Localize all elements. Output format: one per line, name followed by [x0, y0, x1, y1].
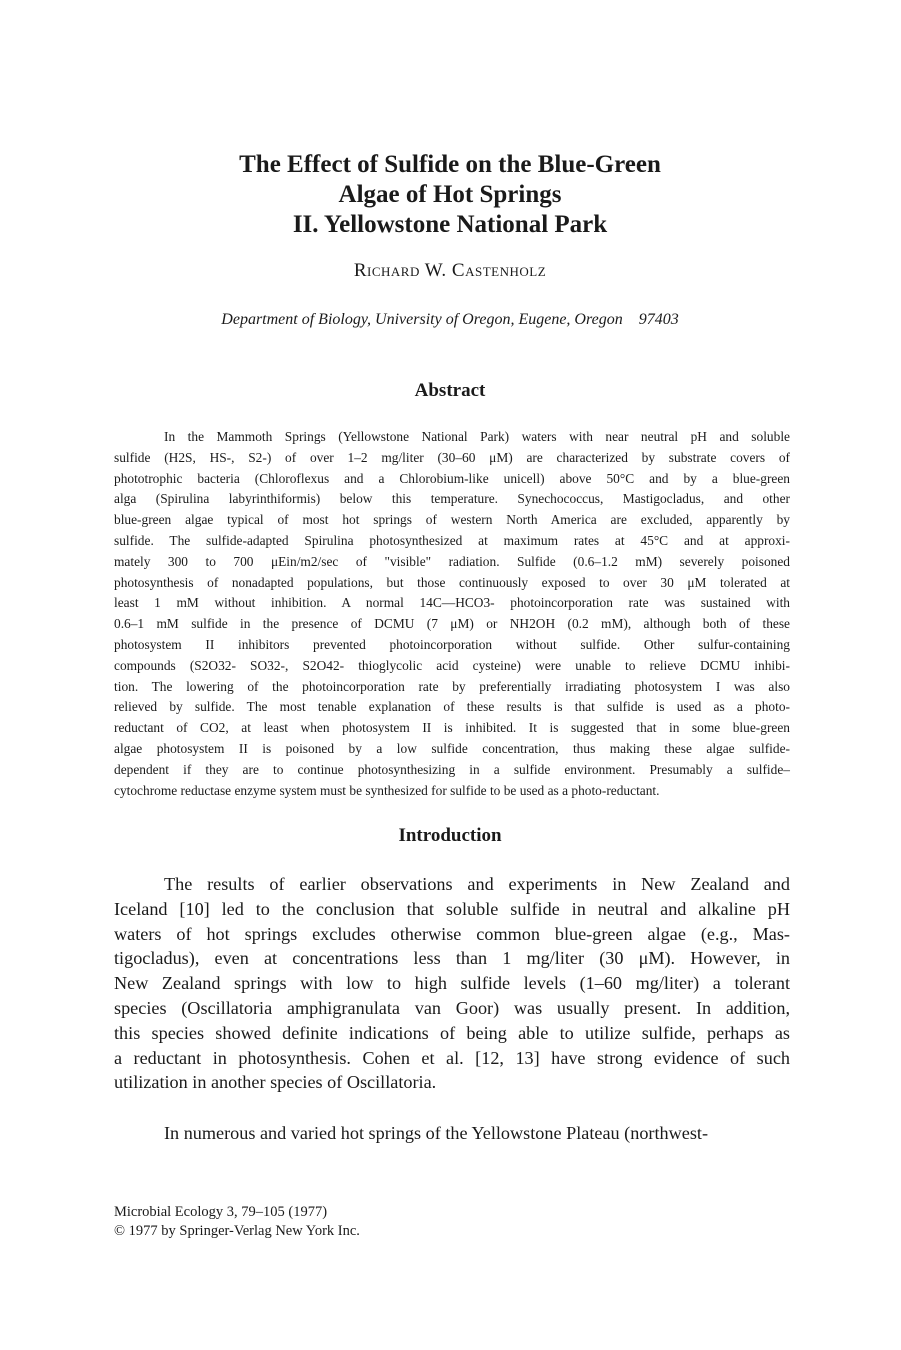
copyright-notice: © 1977 by Springer-Verlag New York Inc. [114, 1223, 360, 1239]
abstract-line: alga (Spirulina labyrinthiformis) below this temperature. Synechococcus, Mastigocladus, and other [114, 491, 790, 507]
abstract-line: reductant of CO2, at least when photosystem II is inhibited. It is suggested that in some blue-green [114, 720, 790, 736]
journal-citation: Microbial Ecology 3, 79–105 (1977) [114, 1204, 328, 1220]
introduction-line: Iceland [10] led to the conclusion that soluble sulfide in neutral and alkaline pH [114, 898, 790, 919]
introduction-line: utilization in another species of Oscillatoria. [114, 1072, 437, 1093]
abstract-line: photosystem II inhibitors prevented photoincorporation without sulfide. Other sulfur-containing [114, 636, 790, 652]
abstract-line: tion. The lowering of the photoincorporation rate by preferentially irradiating photosystem I was also [114, 678, 790, 694]
title-line-3: II. Yellowstone National Park [292, 211, 608, 238]
introduction-line: species (Oscillatoria amphigranulata van Goor) was usually present. In addition, [114, 997, 790, 1018]
abstract-line: sulfide (H2S, HS-, S2-) of over 1–2 mg/liter (30–60 μM) are characterized by substrate covers of [114, 449, 790, 465]
introduction-line: waters of hot springs excludes otherwise common blue-green algae (e.g., Mas- [114, 923, 790, 944]
abstract-heading: Abstract [414, 380, 486, 401]
author-name: Richard W. Castenholz [353, 260, 547, 281]
abstract-line: sulfide. The sulfide-adapted Spirulina photosynthesized at maximum rates at 45°C and at approxi- [114, 532, 790, 548]
introduction-line: tigocladus), even at concentrations less than 1 mg/liter (30 μM). However, in [114, 948, 790, 969]
abstract-line: dependent if they are to continue photosynthesizing in a sulfide environment. Presumably a sulfide– [114, 761, 790, 777]
abstract-line: blue-green algae typical of most hot springs of western North America are excluded, apparently by [114, 512, 790, 528]
abstract-line: compounds (S2O32- SO32-, S2O42- thioglycolic acid cysteine) were unable to relieve DCMU inhibi- [114, 657, 790, 673]
abstract-line: phototrophic bacteria (Chloroflexus and a Chlorobium-like unicell) above 50°C and by a blue-green [114, 470, 790, 486]
introduction-paragraph-2-text: In numerous and varied hot springs of the Yellowstone Plateau (northwest- [164, 1123, 709, 1143]
page-footer [114, 1203, 360, 1241]
title-line-2: Algae of Hot Springs [338, 181, 562, 208]
abstract-line: 0.6–1 mM sulfide in the presence of DCMU (7 μM) or NH2OH (0.2 mM), although both of these [114, 616, 790, 632]
introduction-line: this species showed definite indications of being able to utilize sulfide, perhaps as [114, 1022, 790, 1043]
abstract-line: In the Mammoth Springs (Yellowstone National Park) waters with near neutral pH and soluble [164, 429, 790, 444]
affiliation-text: Department of Biology, University of Oregon, Eugene, Oregon [221, 311, 623, 328]
introduction-heading: Introduction [398, 825, 502, 846]
introduction-paragraph-2 [114, 1123, 790, 1144]
abstract-line: algae photosystem II is poisoned by a low sulfide concentration, thus making these algae sulfide- [114, 740, 790, 756]
abstract-line: mately 300 to 700 μEin/m2/sec of "visible" radiation. Sulfide (0.6–1.2 mM) severely poisoned [114, 553, 790, 569]
introduction-line: a reductant in photosynthesis. Cohen et al. [12, 13] have strong evidence of such [114, 1047, 790, 1068]
abstract-line: relieved by sulfide. The most tenable explanation of these results is that sulfide is used as a photo- [114, 699, 790, 715]
paper-title [150, 150, 750, 240]
introduction-line: New Zealand springs with low to high sulfide levels (1–60 mg/liter) a tolerant [114, 973, 790, 994]
abstract-body [114, 427, 790, 801]
title-line-1: The Effect of Sulfide on the Blue-Green [239, 151, 661, 178]
abstract-line: photosynthesis of nonadapted populations, but those continuously exposed to over 30 μM tolerated at [114, 574, 790, 590]
affiliation-zip: 97403 [638, 311, 679, 328]
introduction-line: The results of earlier observations and experiments in New Zealand and [164, 874, 790, 894]
abstract-line: least 1 mM without inhibition. A normal 14C—HCO3- photoincorporation rate was sustained with [114, 595, 790, 611]
author-affiliation [100, 311, 800, 329]
abstract-line: cytochrome reductase enzyme system must be synthesized for sulfide to be used as a photo-reductant. [114, 782, 660, 798]
introduction-paragraph-1 [114, 872, 790, 1095]
